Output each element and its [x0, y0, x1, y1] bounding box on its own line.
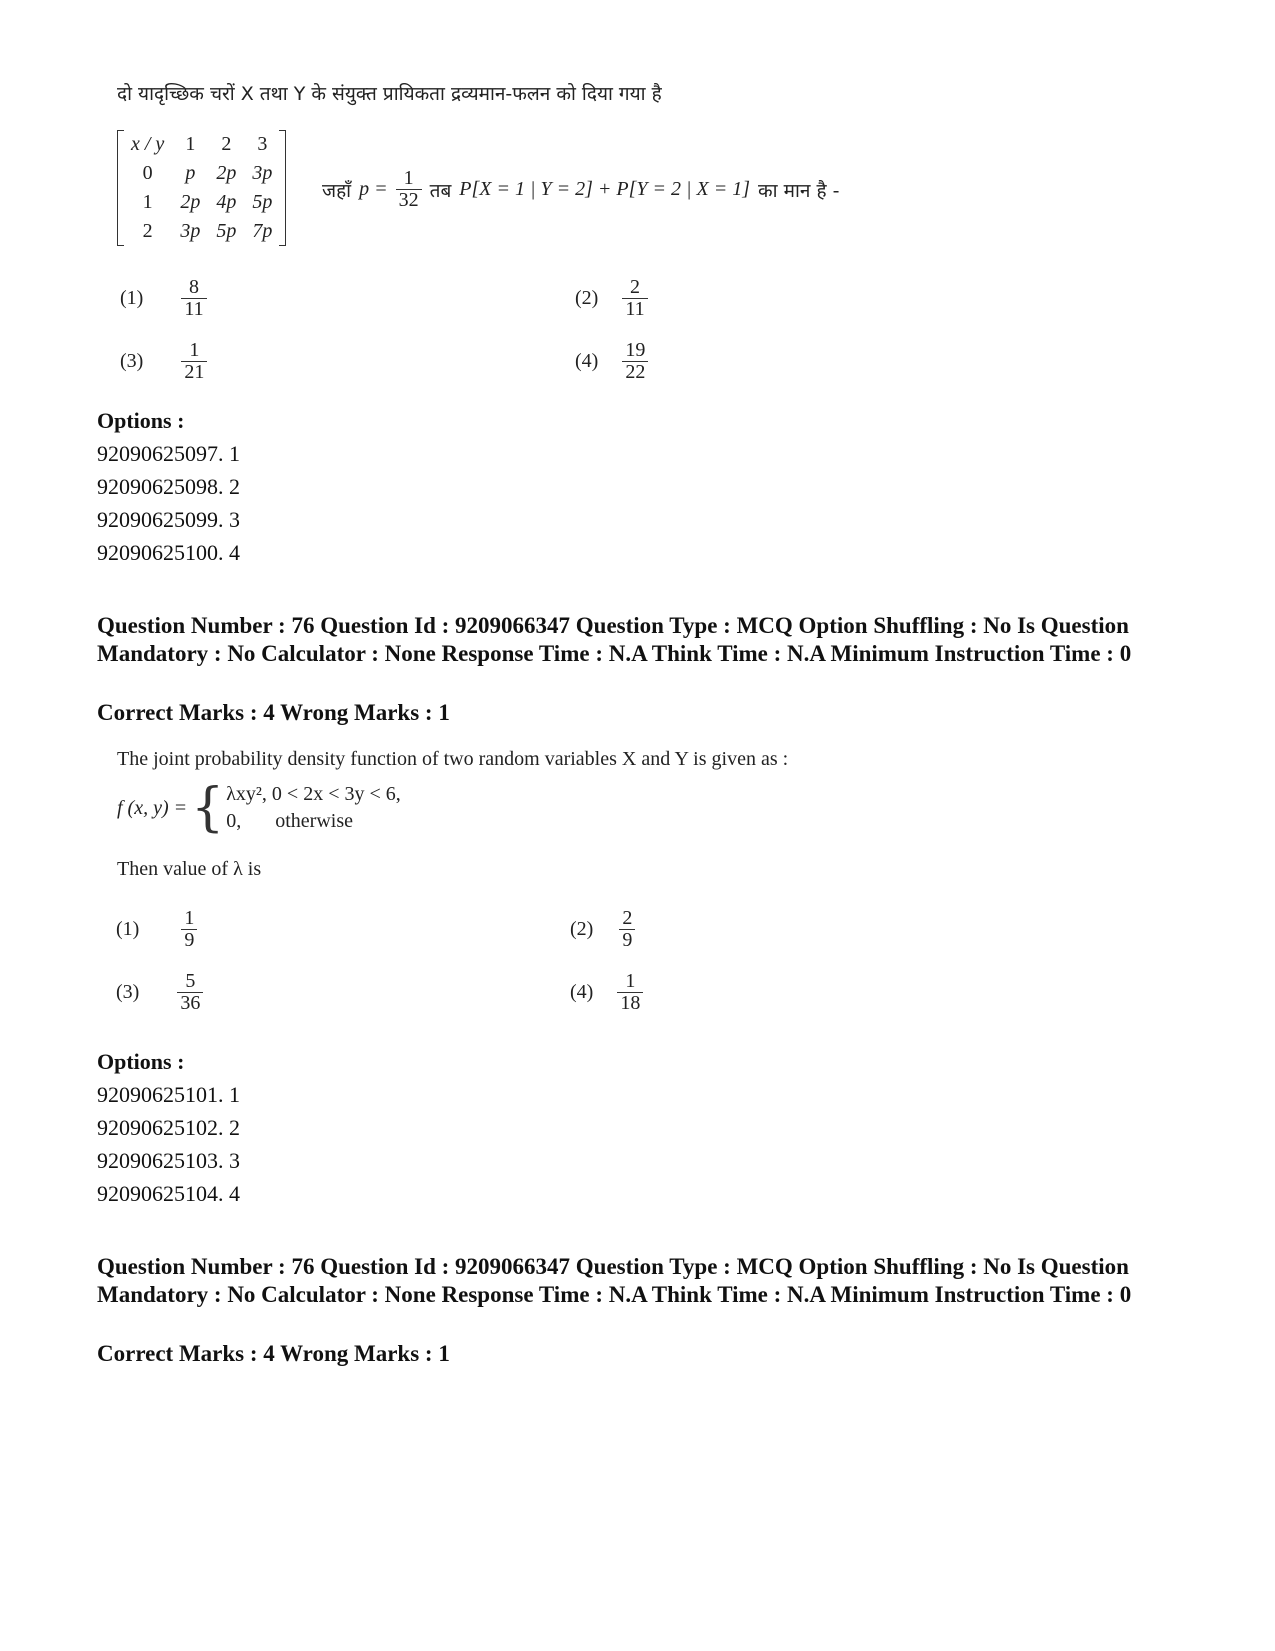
q75-choice-3: (3) $\frac{1}{21}$	[120, 340, 207, 383]
q77-marks: Correct Marks : 4 Wrong Marks : 1	[97, 1341, 450, 1366]
q76-choice-1: (1) $\frac{1}{9}$	[116, 908, 197, 951]
matrix-cell: 1	[142, 191, 153, 213]
matrix-cell: 4p	[216, 191, 237, 213]
brace: {	[191, 778, 225, 838]
matrix-cell: p	[185, 162, 196, 184]
q76-option-3: 92090625103. 3	[97, 1148, 240, 1173]
where-word: जहाँ	[322, 179, 352, 202]
case-2-value: 0,	[226, 810, 242, 832]
matrix-cell: 2	[221, 133, 232, 155]
matrix-cell: x / y	[131, 133, 165, 155]
q75-option-4: 92090625100. 4	[97, 540, 240, 565]
q75-choice-1: (1) $\frac{8}{11}$	[120, 277, 207, 320]
q76-option-1: 92090625101. 1	[97, 1082, 240, 1107]
q75-condition	[322, 168, 839, 211]
matrix-cell: 3	[257, 133, 268, 155]
matrix-cell: 5p	[216, 220, 237, 242]
q76-choice-3: (3) $\frac{5}{36}$	[116, 971, 203, 1014]
q76-pdf-definition	[117, 778, 401, 838]
q76-marks: Correct Marks : 4 Wrong Marks : 1	[97, 700, 450, 725]
q76-choice-4: (4) $\frac{1}{18}$	[570, 971, 643, 1014]
matrix-cell: 3p	[180, 220, 201, 242]
q76-choice-2: (2) $\frac{2}{9}$	[570, 908, 635, 951]
q76-option-2: 92090625102. 2	[97, 1115, 240, 1140]
q75-stem: दो यादृच्छिक चरों X तथा Y के संयुक्त प्रायिकता द्रव्यमान-फलन को दिया गया है	[117, 83, 662, 105]
probability-expression: P[X = 1 | Y = 2] + P[Y = 2 | X = 1]	[459, 178, 751, 200]
q75-option-2: 92090625098. 2	[97, 474, 240, 499]
q76-options-heading: Options :	[97, 1049, 185, 1074]
matrix-cell: 1	[185, 133, 196, 155]
matrix-cell: 5p	[252, 191, 273, 213]
case-2-condition: otherwise	[275, 810, 353, 832]
matrix-cell: 7p	[252, 220, 273, 242]
matrix-cell: 3p	[252, 162, 273, 184]
q76-then: Then value of λ is	[117, 858, 262, 880]
q76-meta: Question Number : 76 Question Id : 9209066347 Question Type : MCQ Option Shuffling : No Is Question Mandatory : No Calculator : None Response Time : N.A Think Time : N.A Minimum Instruction Time : 0	[97, 613, 1132, 666]
matrix-cell: 2	[142, 220, 153, 242]
q75-choice-2: (2) $\frac{2}{11}$	[575, 277, 648, 320]
matrix-cell: 2p	[180, 191, 201, 213]
q75-option-3: 92090625099. 3	[97, 507, 240, 532]
q76-stem: The joint probability density function of two random variables X and Y is given as :	[117, 748, 789, 770]
matrix-cell: 2p	[216, 162, 237, 184]
matrix-cell: 0	[142, 162, 153, 184]
q75-choice-4: (4) $\frac{19}{22}$	[575, 340, 648, 383]
q77-meta: Question Number : 76 Question Id : 9209066347 Question Type : MCQ Option Shuffling : No Is Question Mandatory : No Calculator : None Response Time : N.A Think Time : N.A Minimum Instruction Time : 0	[97, 1254, 1132, 1307]
q76-option-4: 92090625104. 4	[97, 1181, 240, 1206]
p-fraction: $\frac{1}{32}$	[396, 168, 422, 211]
q75-pmf-matrix	[117, 130, 286, 246]
then-word: तब	[429, 179, 452, 202]
p-eq: p =	[359, 178, 388, 200]
f-lhs: f (x, y) =	[117, 796, 188, 819]
case-1: λxy², 0 < 2x < 3y < 6,	[226, 783, 401, 805]
q75-option-1: 92090625097. 1	[97, 441, 240, 466]
value-is: का मान है -	[758, 179, 840, 202]
q75-options-heading: Options :	[97, 408, 185, 433]
